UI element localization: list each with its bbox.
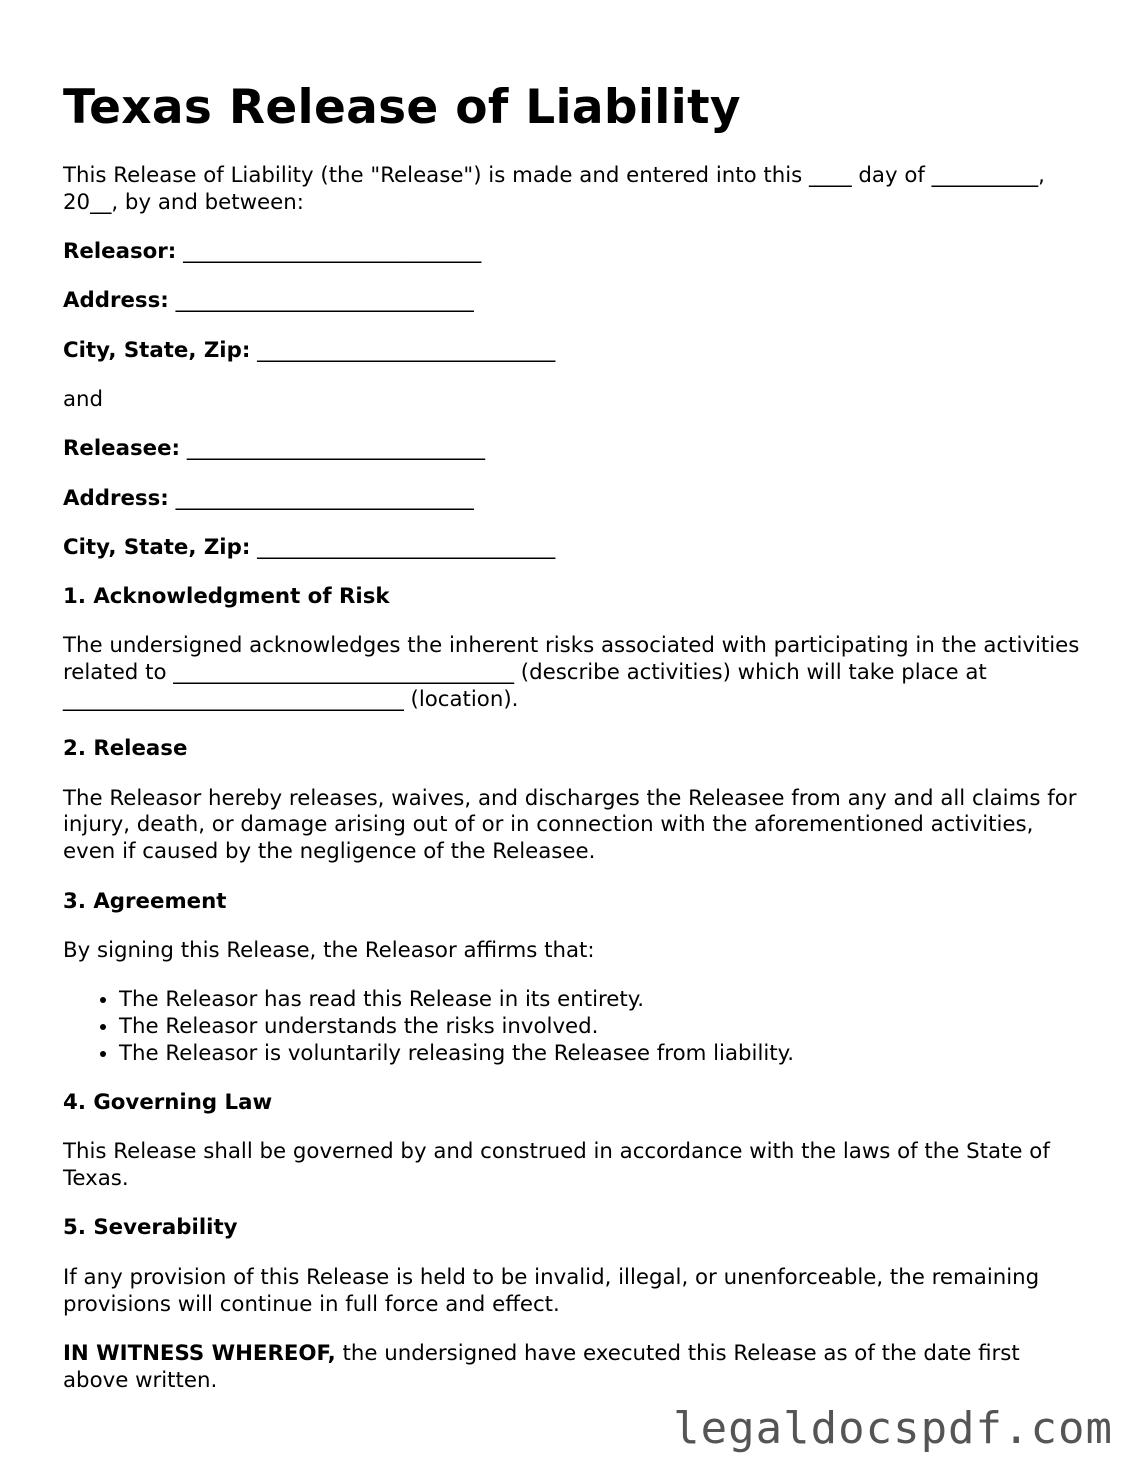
blank-line: ____________________________ (175, 485, 474, 511)
field-label: Releasee: (63, 436, 181, 462)
witness-paragraph (63, 1341, 1083, 1395)
watermark: legaldocspdf.com (673, 1403, 1113, 1454)
witness-lead: IN WITNESS WHEREOF, (63, 1340, 336, 1366)
document-title: Texas Release of Liability (63, 80, 741, 135)
releasor-name-field (63, 239, 1083, 266)
list-item: • The Releasor is voluntarily releasing the Releasee from liability. (119, 1041, 1083, 1068)
field-label: City, State, Zip: (63, 534, 251, 560)
agreement-list (63, 987, 1083, 1067)
list-item: • The Releasor understands the risks involved. (119, 1014, 1083, 1041)
blank-line: ____________________________ (175, 288, 474, 314)
section-heading-agreement: 3. Agreement (63, 888, 227, 914)
blank-line: ____________________________ (257, 534, 556, 560)
field-label: Address: (63, 288, 169, 314)
section-body-agreement: By signing this Release, the Releasor affirms that: (63, 937, 595, 963)
section-body-acknowledgment: The undersigned acknowledges the inherent risks associated with participating in the activities related to ________________________________ (describe activities) which will take place at ________________________________ (location). (63, 633, 1080, 713)
list-item: • The Releasor has read this Release in its entirety. (119, 987, 1083, 1014)
releasee-address-field (63, 486, 1083, 513)
field-label: Releasor: (63, 239, 177, 265)
document-page (63, 78, 1083, 1417)
intro-paragraph: This Release of Liability (the "Release") is made and entered into this ____ day of __________, 20__, by and between: (63, 163, 1045, 215)
releasor-city-state-zip-field (63, 338, 1083, 365)
releasee-city-state-zip-field (63, 535, 1083, 562)
section-heading-severability: 5. Severability (63, 1215, 238, 1241)
witness-rest: the undersigned have executed this Release as of the date first above written. (63, 1340, 1020, 1393)
section-heading-release: 2. Release (63, 736, 188, 762)
releasee-name-field (63, 436, 1083, 463)
section-body-governing-law: This Release shall be governed by and construed in accordance with the laws of the State of Texas. (63, 1139, 1050, 1192)
and-text: and (63, 386, 104, 412)
section-heading-acknowledgment: 1. Acknowledgment of Risk (63, 584, 390, 610)
releasor-address-field (63, 288, 1083, 315)
blank-line: ____________________________ (183, 239, 482, 265)
blank-line: ____________________________ (186, 436, 485, 462)
blank-line: ____________________________ (257, 337, 556, 363)
section-body-severability: If any provision of this Release is held to be invalid, illegal, or unenforceable, the remaining provisions will continue in full force and effect. (63, 1264, 1040, 1317)
field-label: Address: (63, 485, 169, 511)
section-body-release: The Releasor hereby releases, waives, and discharges the Releasee from any and all claims for injury, death, or damage arising out of or in connection with the aforementioned activities, even if caused by the negligence of the Releasee. (63, 785, 1077, 865)
field-label: City, State, Zip: (63, 337, 251, 363)
section-heading-governing-law: 4. Governing Law (63, 1090, 273, 1116)
